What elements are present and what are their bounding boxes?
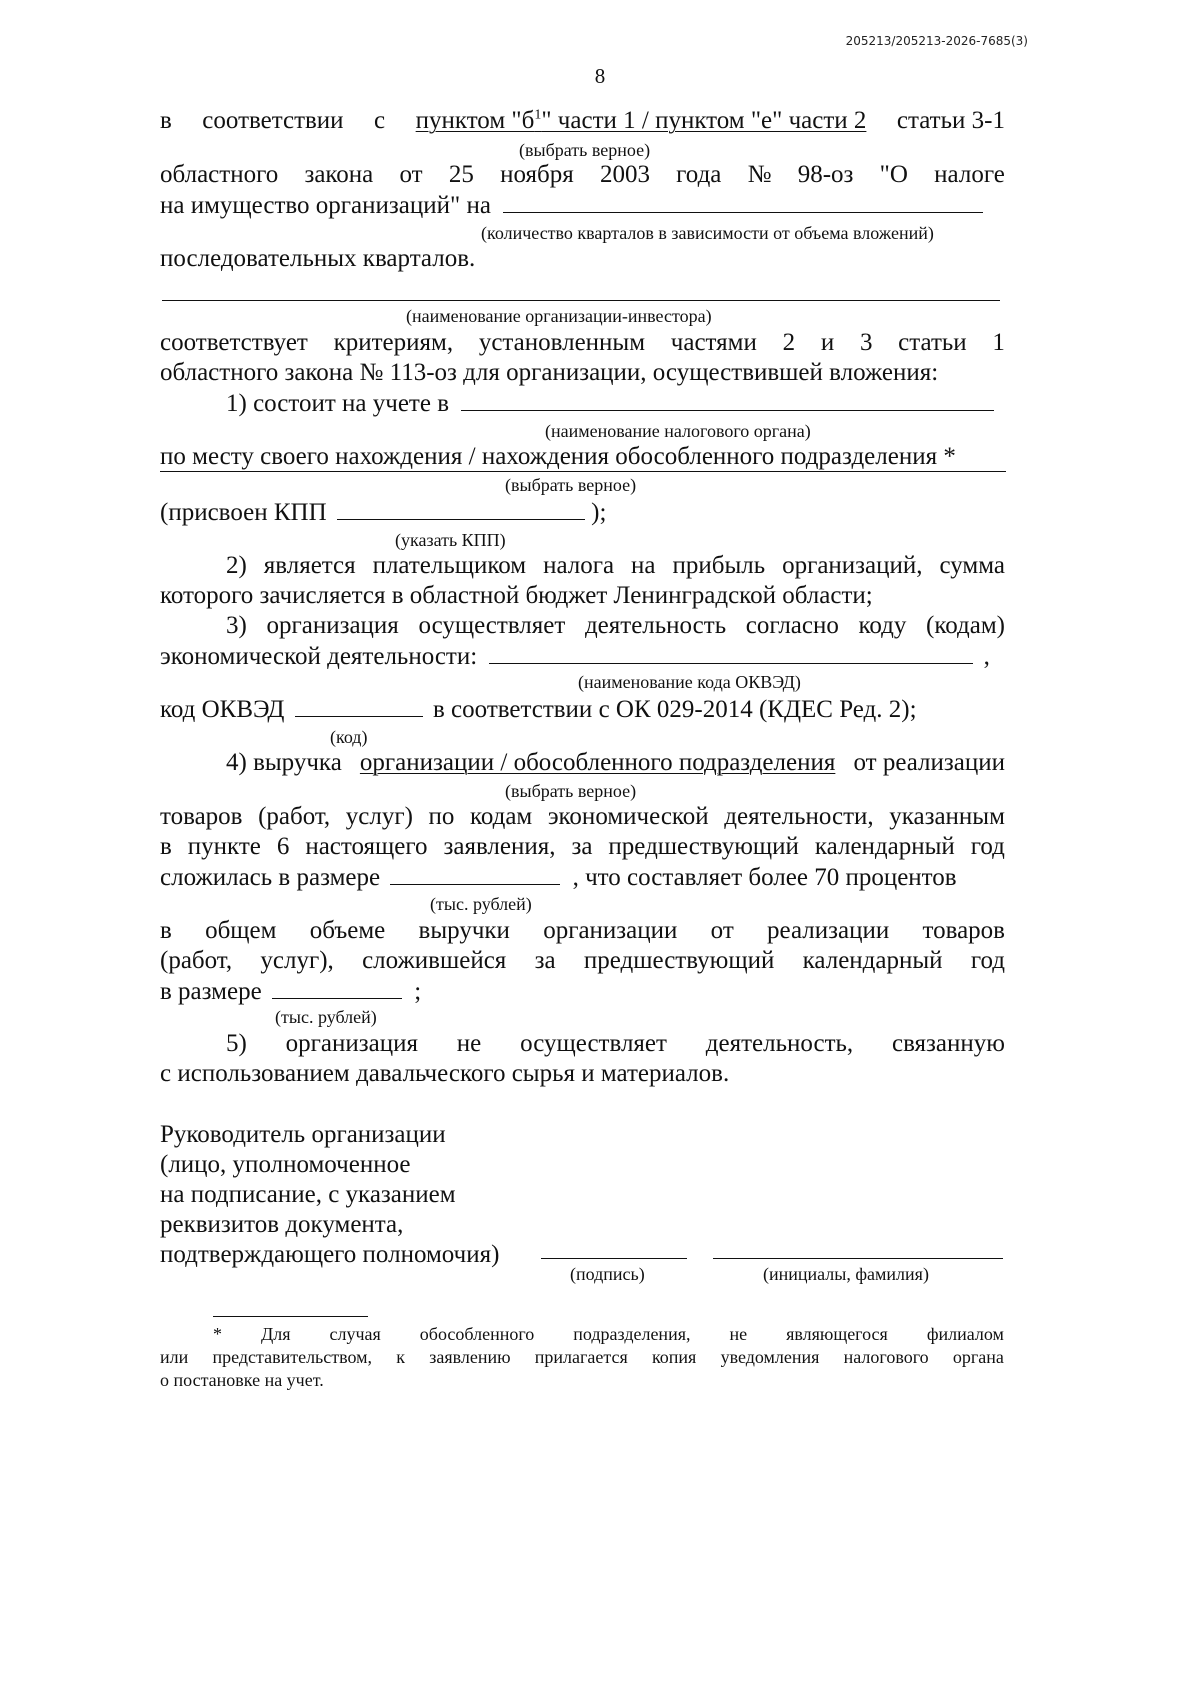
line-17 [160, 832, 1005, 862]
line-11: которого зачисляется в областной бюджет Ленинградской области; [160, 582, 873, 609]
kpp-blank[interactable] [337, 497, 585, 520]
okved-code-blank[interactable] [295, 694, 423, 717]
word: критериям, [333, 329, 454, 356]
line-22 [226, 1029, 1005, 1059]
word: товаров [922, 917, 1005, 944]
line-1: в соответствии с пунктом "$б^1$" части 1 / пунктом "е" части 2 статьи 3-1 [160, 107, 1005, 134]
word: за [571, 833, 593, 860]
hint-thousand-rub-2: (тыс. рублей) [275, 1007, 377, 1027]
hint-code: (код) [330, 727, 368, 747]
word: настоящего [305, 833, 428, 860]
word: 2 [782, 329, 796, 356]
word: товаров [160, 803, 243, 830]
word: согласно [745, 612, 839, 639]
line-4: последовательных кварталов. [160, 245, 476, 272]
word: плательщиком [372, 552, 527, 579]
word: года [676, 161, 722, 188]
word: 2003 [599, 161, 650, 188]
word: заявления, [443, 833, 556, 860]
word: обособленного [419, 1324, 535, 1344]
line-13: экономической деятельности: , [160, 643, 990, 670]
word: 3 [859, 329, 873, 356]
word: осуществляет [520, 1030, 667, 1057]
word: или [160, 1347, 189, 1367]
word: календарный [814, 833, 955, 860]
word: уведомления [720, 1347, 820, 1367]
hint-choose-3: (выбрать верное) [505, 781, 637, 801]
word: 2) [226, 552, 247, 579]
word: год [970, 833, 1005, 860]
word: организации [543, 917, 678, 944]
hint-investor: (наименование организации-инвестора) [406, 306, 712, 326]
word: 6 [276, 833, 290, 860]
word: сложившейся [362, 947, 507, 974]
total-revenue-blank[interactable] [272, 976, 402, 999]
word: деятельности, [724, 803, 874, 830]
hint-tax-authority: (наименование налогового органа) [545, 421, 811, 441]
word: от [710, 917, 734, 944]
word: связанную [891, 1030, 1005, 1057]
word: реализации [767, 917, 890, 944]
word: (работ, [160, 947, 233, 974]
word: филиалом [926, 1324, 1004, 1344]
word: не [456, 1030, 482, 1057]
line-18: сложилась в размере , что составляет более 70 процентов [160, 864, 957, 891]
word: копия [651, 1347, 697, 1367]
word: осуществляет [418, 612, 566, 639]
word: за [534, 947, 556, 974]
word: деятельность, [705, 1030, 854, 1057]
line-21: в размере ; [160, 978, 422, 1005]
choice-point-link: пунктом "$б^1$" части 1 / пунктом "е" части 2 [415, 107, 867, 134]
word: Для [260, 1324, 291, 1344]
line-15: 4) выручка организации / обособленного подразделения от реализации [226, 749, 1005, 776]
word: календарный [802, 947, 943, 974]
line-2 [160, 160, 1005, 190]
word: год [970, 947, 1005, 974]
line-23: с использованием давальческого сырья и материалов. [160, 1060, 730, 1087]
word: заявлению [429, 1347, 511, 1367]
word: общем [205, 917, 277, 944]
line-19 [160, 916, 1005, 946]
word: и [820, 329, 835, 356]
hint-choose-1: (выбрать верное) [519, 140, 651, 160]
word: ноября [500, 161, 574, 188]
word: сумма [939, 552, 1005, 579]
hint-initials-surname: (инициалы, фамилия) [763, 1264, 929, 1284]
hint-signature: (подпись) [570, 1264, 645, 1284]
line-14: код ОКВЭД в соответствии с ОК 029-2014 (КДЕС Ред. 2); [160, 696, 917, 723]
investor-name-blank[interactable] [162, 300, 1000, 301]
hint-thousand-rub-1: (тыс. рублей) [430, 894, 532, 914]
word: * [213, 1324, 222, 1344]
line-10 [226, 551, 1005, 581]
word: налога [543, 552, 615, 579]
word: является [263, 552, 356, 579]
word: организаций, [782, 552, 923, 579]
word: частями [670, 329, 757, 356]
line-9: (присвоен КПП ); [160, 499, 607, 526]
hint-kpp: (указать КПП) [395, 530, 506, 550]
word: являющегося [786, 1324, 888, 1344]
word: услуг) [345, 803, 413, 830]
hint-okved-name: (наименование кода ОКВЭД) [578, 672, 801, 692]
okved-name-blank[interactable] [489, 641, 973, 664]
word: представительством, [212, 1347, 373, 1367]
word: подразделения, [573, 1324, 691, 1344]
line-7: 1) состоит на учете в [226, 388, 994, 419]
word: на [631, 552, 656, 579]
word: объеме [309, 917, 386, 944]
word: организация [266, 612, 399, 639]
choice-revenue-link: организации / обособленного подразделения [359, 749, 836, 776]
line-3: на имущество организаций" на [160, 190, 983, 221]
word: № [747, 161, 772, 188]
signatory-block: Руководитель организации (лицо, уполномоченное на подписание, с указанием реквизитов документа, подтверждающего полномочия) [160, 1121, 500, 1268]
line-12 [226, 611, 1005, 641]
word: прибыль [672, 552, 766, 579]
hint-quarters: (количество кварталов в зависимости от объема вложений) [481, 223, 934, 243]
revenue-blank[interactable] [390, 862, 560, 885]
word: налогового [843, 1347, 929, 1367]
line-8: по месту своего нахождения / нахождения обособленного подразделения * [160, 443, 956, 470]
word: органа [952, 1347, 1004, 1367]
word: 3) [226, 612, 247, 639]
footnote-line-2 [160, 1346, 1004, 1368]
word: предшествующий [583, 947, 775, 974]
line-5 [160, 328, 1005, 358]
signature-blank[interactable] [541, 1258, 687, 1259]
word: услуг), [260, 947, 334, 974]
footnote-line-3: о постановке на учет. [160, 1370, 324, 1390]
word: (работ, [258, 803, 331, 830]
word: 98-оз [797, 161, 854, 188]
word: деятельность [584, 612, 727, 639]
word: "О [879, 161, 908, 188]
word: от [399, 161, 423, 188]
word: налоге [934, 161, 1005, 188]
word: (кодам) [926, 612, 1005, 639]
word: областного [160, 161, 279, 188]
word: коду [858, 612, 907, 639]
word: указанным [889, 803, 1005, 830]
word: установленным [478, 329, 646, 356]
word: прилагается [534, 1347, 628, 1367]
word: 25 [448, 161, 474, 188]
word: 1 [992, 329, 1005, 356]
word: соответствует [160, 329, 308, 356]
word: статьи [898, 329, 967, 356]
quarters-blank[interactable] [503, 190, 983, 213]
word: выручки [418, 917, 510, 944]
line-16 [160, 802, 1005, 832]
word: в [160, 833, 172, 860]
word: не [729, 1324, 748, 1344]
word: организация [285, 1030, 418, 1057]
name-blank[interactable] [713, 1258, 1003, 1259]
footnote-separator [213, 1316, 368, 1317]
tax-authority-blank[interactable] [461, 388, 994, 411]
word: экономической [547, 803, 709, 830]
hint-choose-2: (выбрать верное) [505, 475, 637, 495]
location-choice-underline [160, 471, 1006, 472]
word: пункте [187, 833, 261, 860]
word: 5) [226, 1030, 247, 1057]
word: случая [329, 1324, 381, 1344]
word: предшествующий [608, 833, 799, 860]
line-6: областного закона № 113-оз для организации, осуществившей вложения: [160, 359, 939, 386]
document-id: 205213/205213-2026-7685(3) [845, 34, 1028, 48]
page-number: 8 [594, 64, 606, 88]
word: к [396, 1347, 406, 1367]
footnote-line-1 [213, 1323, 1004, 1345]
word: кодам [469, 803, 533, 830]
line-20 [160, 946, 1005, 976]
word: по [428, 803, 455, 830]
word: в [160, 917, 172, 944]
word: закона [304, 161, 374, 188]
